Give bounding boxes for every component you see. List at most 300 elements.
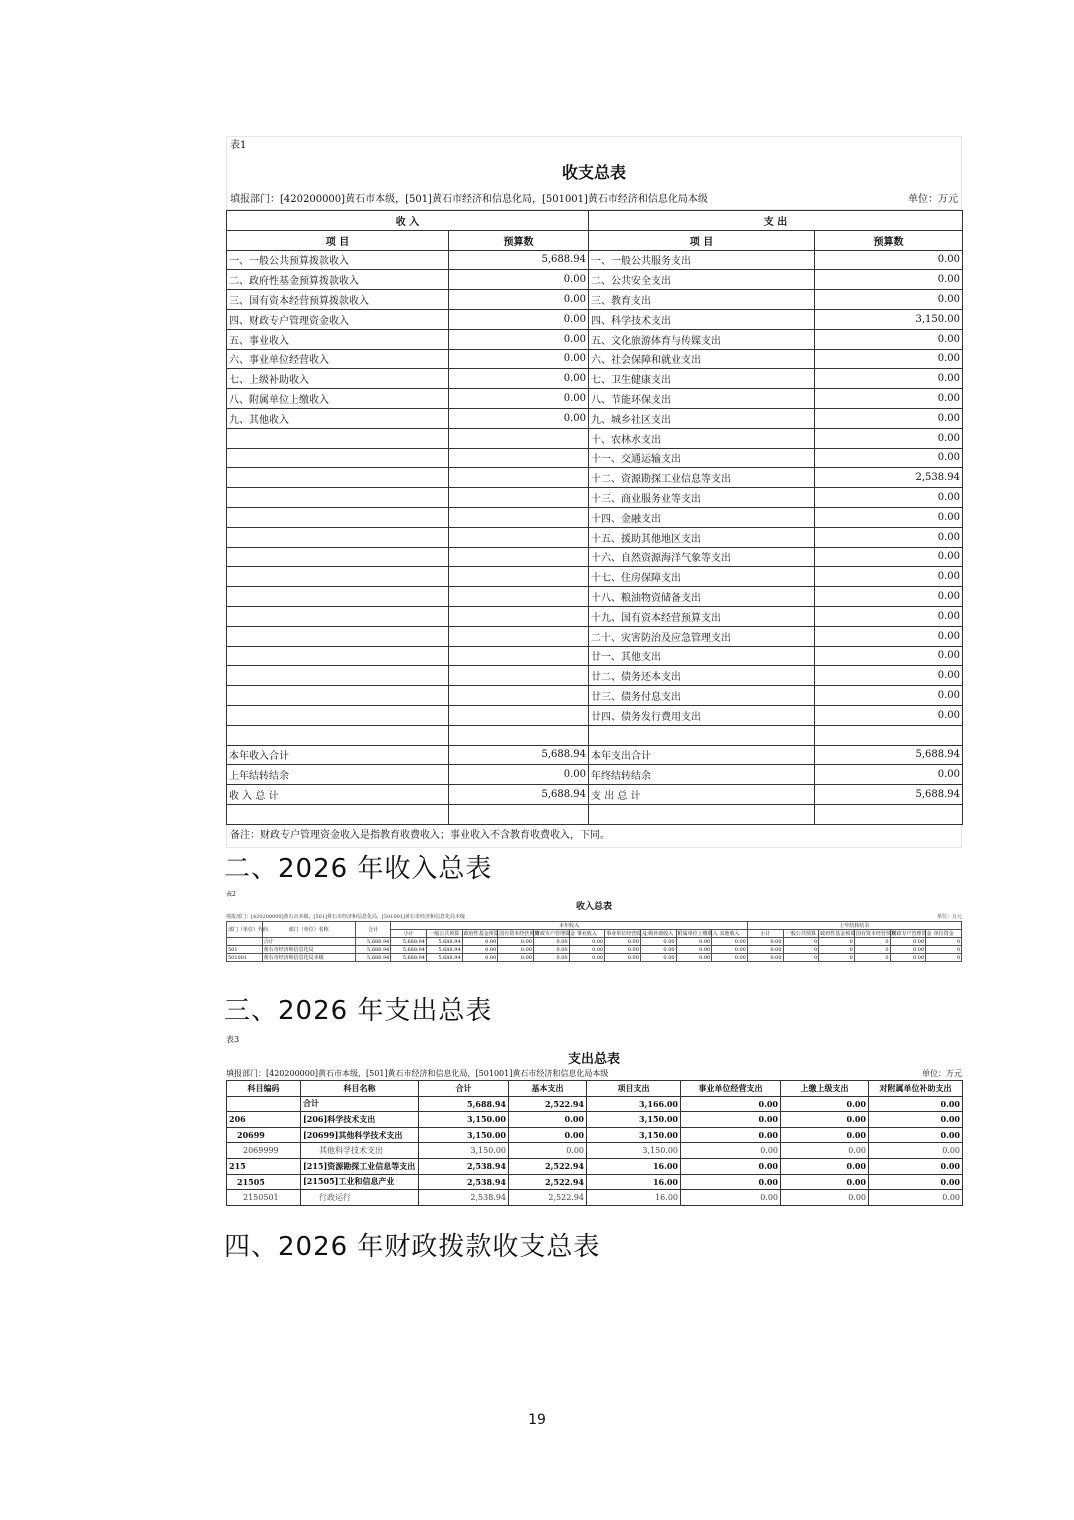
income-item: 四、财政专户管理资金收入 bbox=[227, 309, 449, 329]
income-item bbox=[227, 527, 449, 547]
expense-value: 0.00 bbox=[815, 488, 963, 508]
income-value bbox=[449, 527, 589, 547]
page-number: 19 bbox=[528, 1412, 546, 1428]
table-cell: 2,538.94 bbox=[419, 1158, 509, 1174]
table-row bbox=[227, 567, 963, 587]
expense-value: 0.00 bbox=[815, 389, 963, 409]
expense-item: 五、文化旅游体育与传媒支出 bbox=[589, 329, 815, 349]
expense-value: 0.00 bbox=[815, 606, 963, 626]
table-cell: 5,688.94 bbox=[355, 938, 391, 946]
table-row bbox=[227, 547, 963, 567]
table-cell: 0 bbox=[854, 954, 890, 962]
col-header: 小计 bbox=[747, 930, 783, 938]
table-title: 收入总表 bbox=[575, 902, 612, 912]
table-info bbox=[226, 1068, 962, 1080]
table-row bbox=[227, 804, 963, 824]
expense-value: 0.00 bbox=[815, 428, 963, 448]
table-cell: 0.00 bbox=[712, 938, 748, 946]
dept-label: 填报部门：[420200000]黄石市本级，[501]黄石市经济和信息化局，[501001]黄石市经济和信息化局本级 bbox=[226, 1069, 609, 1078]
col-header: 政府性基金预算 bbox=[820, 931, 856, 937]
table-cell: 0.00 bbox=[747, 946, 783, 954]
income-item bbox=[227, 686, 449, 706]
expense-item: 十九、国有资本经营预算支出 bbox=[589, 606, 815, 626]
expense-item: 四、科学技术支出 bbox=[589, 309, 815, 329]
expense-value: 3,150.00 bbox=[815, 309, 963, 329]
income-item bbox=[227, 725, 449, 745]
table-cell: 行政运行 bbox=[301, 1190, 419, 1206]
table-cell: 0.00 bbox=[869, 1127, 963, 1143]
table-cell: 0.00 bbox=[462, 946, 498, 954]
table-cell: 0.00 bbox=[781, 1127, 869, 1143]
table-cell: 0.00 bbox=[747, 954, 783, 962]
expense-value: 0.00 bbox=[815, 329, 963, 349]
income-item: 八、附属单位上缴收入 bbox=[227, 389, 449, 409]
col-header: 小计 bbox=[391, 930, 427, 938]
table-cell: 16.00 bbox=[587, 1158, 681, 1174]
income-value: 0.00 bbox=[449, 369, 589, 389]
table-cell: 0.00 bbox=[681, 1158, 781, 1174]
table-row bbox=[227, 428, 963, 448]
table-cell: 0.00 bbox=[605, 946, 641, 954]
table-cell: 0.00 bbox=[676, 938, 712, 946]
table-cell: 0.00 bbox=[781, 1143, 869, 1159]
table-cell: 5,688.94 bbox=[419, 1096, 509, 1112]
table-info bbox=[226, 191, 962, 210]
table-row bbox=[227, 309, 963, 329]
section-heading-expense: 三、2026 年支出总表 bbox=[224, 996, 493, 1026]
income-value bbox=[449, 686, 589, 706]
section-heading-fiscal: 四、2026 年财政拨款收支总表 bbox=[224, 1232, 601, 1262]
table-cell: 0.00 bbox=[869, 1112, 963, 1128]
table-row bbox=[227, 646, 963, 666]
table-cell: 5,688.94 bbox=[426, 946, 462, 954]
table-row bbox=[227, 765, 963, 785]
table-cell: [215]资源勘探工业信息等支出 bbox=[301, 1158, 419, 1174]
table-cell: 0.00 bbox=[640, 954, 676, 962]
table-row bbox=[227, 488, 963, 508]
table-cell: 0.00 bbox=[640, 938, 676, 946]
income-value: 0.00 bbox=[449, 408, 589, 428]
expense-item: 十六、自然资源海洋气象等支出 bbox=[589, 547, 815, 567]
income-value: 0.00 bbox=[449, 389, 589, 409]
expense-value: 0.00 bbox=[815, 765, 963, 785]
income-item: 二、政府性基金预算拨款收入 bbox=[227, 270, 449, 290]
income-value bbox=[449, 468, 589, 488]
table-cell: 3,150.00 bbox=[587, 1127, 681, 1143]
col-header: 科目名称 bbox=[301, 1081, 419, 1097]
expense-table bbox=[226, 1034, 962, 1206]
expense-value: 0.00 bbox=[815, 646, 963, 666]
table-cell: 2,522.94 bbox=[509, 1096, 587, 1112]
table-cell: 0.00 bbox=[533, 938, 569, 946]
expense-item: 十一、交通运输支出 bbox=[589, 448, 815, 468]
income-value bbox=[449, 488, 589, 508]
table-cell: 0 bbox=[926, 954, 962, 962]
income-item: 七、上级补助收入 bbox=[227, 369, 449, 389]
col-header: 上级补助收入 bbox=[640, 930, 676, 938]
expense-header: 支 出 bbox=[589, 211, 963, 231]
table-cell: 0 bbox=[819, 954, 855, 962]
income-value: 0.00 bbox=[449, 270, 589, 290]
table-cell: 206 bbox=[227, 1112, 301, 1128]
table-cell: 2069999 bbox=[227, 1143, 301, 1159]
expense-value bbox=[815, 804, 963, 824]
table-cell: 5,688.94 bbox=[391, 954, 427, 962]
table-grid bbox=[226, 921, 962, 962]
table-cell: 5,688.94 bbox=[391, 938, 427, 946]
table-cell: 0.00 bbox=[681, 1127, 781, 1143]
table-title: 支出总表 bbox=[567, 1052, 620, 1067]
unit-label: 单位：万元 bbox=[936, 914, 962, 920]
table-cell: 合计 bbox=[262, 938, 355, 946]
table-cell: 0.00 bbox=[869, 1174, 963, 1190]
expense-value: 5,688.94 bbox=[815, 745, 963, 765]
col-total: 合计 bbox=[355, 922, 391, 938]
table-row bbox=[227, 938, 962, 946]
col-header: 一般公共预算 bbox=[426, 930, 462, 938]
table-cell: 0.00 bbox=[676, 954, 712, 962]
table-cell: 0 bbox=[783, 954, 819, 962]
col-header: 事业单位经营收入 bbox=[606, 931, 647, 937]
table-cell: 0.00 bbox=[569, 946, 605, 954]
col-budget: 预算数 bbox=[449, 230, 589, 250]
table-tag: 表2 bbox=[226, 891, 236, 898]
col-header: 其他收入 bbox=[712, 930, 748, 938]
col-header: 科目编码 bbox=[227, 1081, 301, 1097]
table-cell: 21505 bbox=[227, 1174, 301, 1190]
table-cell: 2,522.94 bbox=[509, 1190, 587, 1206]
table-cell: 2,538.94 bbox=[419, 1174, 509, 1190]
expense-item: 廿四、债务发行费用支出 bbox=[589, 705, 815, 725]
table-cell: 其他科学技术支出 bbox=[301, 1143, 419, 1159]
income-value bbox=[449, 626, 589, 646]
table-cell: 0.00 bbox=[781, 1096, 869, 1112]
table-cell: 黄石市经济和信息化局本级 bbox=[262, 954, 355, 962]
income-value: 5,688.94 bbox=[449, 745, 589, 765]
table-cell: 0.00 bbox=[462, 954, 498, 962]
table-row bbox=[227, 666, 963, 686]
expense-item bbox=[589, 725, 815, 745]
table-cell: 0.00 bbox=[781, 1174, 869, 1190]
col-item: 项 目 bbox=[589, 230, 815, 250]
expense-value: 0.00 bbox=[815, 626, 963, 646]
col-header: 事业收入 bbox=[569, 930, 605, 938]
table-cell: 0.00 bbox=[569, 954, 605, 962]
col-header: 附属单位上缴收入 bbox=[677, 931, 718, 937]
expense-item: 六、社会保障和就业支出 bbox=[589, 349, 815, 369]
expense-value: 0.00 bbox=[815, 349, 963, 369]
expense-item: 九、城乡社区支出 bbox=[589, 408, 815, 428]
table-cell: [21505]工业和信息产业 bbox=[301, 1174, 419, 1190]
expense-item: 二、公共安全支出 bbox=[589, 270, 815, 290]
table-cell: 0 bbox=[854, 938, 890, 946]
income-value bbox=[449, 666, 589, 686]
expense-value: 0.00 bbox=[815, 250, 963, 270]
table-cell: 5,688.94 bbox=[391, 946, 427, 954]
income-item bbox=[227, 606, 449, 626]
col-header: 基本支出 bbox=[509, 1081, 587, 1097]
table-row bbox=[227, 250, 963, 270]
expense-value: 0.00 bbox=[815, 408, 963, 428]
col-code: 部门（单位）代码 bbox=[227, 922, 263, 938]
expense-item: 十五、援助其他地区支出 bbox=[589, 527, 815, 547]
col-name: 部门（单位）名称 bbox=[262, 922, 355, 938]
table-cell: 0 bbox=[783, 938, 819, 946]
table-row bbox=[227, 606, 963, 626]
table-cell: 0.00 bbox=[869, 1096, 963, 1112]
income-item: 上年结转结余 bbox=[227, 765, 449, 785]
income-item: 收 入 总 计 bbox=[227, 785, 449, 805]
table-row bbox=[227, 1112, 963, 1128]
table-row bbox=[227, 389, 963, 409]
table-cell: 0 bbox=[819, 946, 855, 954]
income-value bbox=[449, 725, 589, 745]
table-cell bbox=[227, 1096, 301, 1112]
income-value bbox=[449, 804, 589, 824]
table-row bbox=[227, 448, 963, 468]
expense-value: 2,538.94 bbox=[815, 468, 963, 488]
table-cell: 0.00 bbox=[890, 954, 926, 962]
income-item bbox=[227, 587, 449, 607]
table-cell: 0.00 bbox=[869, 1143, 963, 1159]
table-row bbox=[227, 785, 963, 805]
table-cell: 0 bbox=[854, 946, 890, 954]
income-item bbox=[227, 567, 449, 587]
table-cell: 5,688.94 bbox=[355, 946, 391, 954]
table-cell: 2150501 bbox=[227, 1190, 301, 1206]
group-current: 本年收入 bbox=[391, 922, 748, 930]
income-item bbox=[227, 488, 449, 508]
table-cell: 0 bbox=[926, 946, 962, 954]
income-value: 0.00 bbox=[449, 329, 589, 349]
group-prior: 上年结转结余 bbox=[747, 922, 961, 930]
income-value bbox=[449, 448, 589, 468]
table-cell: 0.00 bbox=[533, 946, 569, 954]
income-value bbox=[449, 606, 589, 626]
table-cell: 20699 bbox=[227, 1127, 301, 1143]
expense-item: 十二、资源勘探工业信息等支出 bbox=[589, 468, 815, 488]
table-title: 收支总表 bbox=[226, 155, 962, 191]
expense-value: 0.00 bbox=[815, 587, 963, 607]
expense-value: 0.00 bbox=[815, 527, 963, 547]
table-row bbox=[227, 725, 963, 745]
table-cell: 3,150.00 bbox=[419, 1143, 509, 1159]
col-header: 对附属单位补助支出 bbox=[869, 1081, 963, 1097]
table-row bbox=[227, 626, 963, 646]
table-cell: [206]科学技术支出 bbox=[301, 1112, 419, 1128]
table-cell: 0.00 bbox=[533, 954, 569, 962]
table-cell: 0.00 bbox=[640, 946, 676, 954]
table-row bbox=[227, 745, 963, 765]
table-tag: 表3 bbox=[226, 1035, 240, 1044]
income-value bbox=[449, 547, 589, 567]
expense-value: 0.00 bbox=[815, 448, 963, 468]
income-item: 五、事业收入 bbox=[227, 329, 449, 349]
expense-item: 十七、住房保障支出 bbox=[589, 567, 815, 587]
col-header: 财政专户管理资金 bbox=[891, 931, 932, 937]
table-cell: 3,150.00 bbox=[419, 1127, 509, 1143]
income-item bbox=[227, 468, 449, 488]
expense-value: 0.00 bbox=[815, 507, 963, 527]
table-cell: 0.00 bbox=[676, 946, 712, 954]
table-cell: 5,688.94 bbox=[426, 954, 462, 962]
table-cell: 0.00 bbox=[509, 1112, 587, 1128]
expense-item: 本年支出合计 bbox=[589, 745, 815, 765]
income-item bbox=[227, 626, 449, 646]
table-cell: 0.00 bbox=[681, 1096, 781, 1112]
table-cell: 黄石市经济和信息化局 bbox=[262, 946, 355, 954]
expense-value: 0.00 bbox=[815, 666, 963, 686]
table-cell: 0.00 bbox=[498, 938, 534, 946]
table-cell: [20699]其他科学技术支出 bbox=[301, 1127, 419, 1143]
col-header: 财政专户管理资金 bbox=[534, 931, 575, 937]
expense-item: 十四、金融支出 bbox=[589, 507, 815, 527]
table-cell: 3,150.00 bbox=[419, 1112, 509, 1128]
table-cell: 0 bbox=[783, 946, 819, 954]
income-item: 三、国有资本经营预算拨款收入 bbox=[227, 290, 449, 310]
income-item bbox=[227, 448, 449, 468]
income-item bbox=[227, 428, 449, 448]
table-note: 备注：财政专户管理资金收入是指教育收费收入；事业收入不含教育收费收入，下同。 bbox=[226, 825, 962, 848]
expense-value: 0.00 bbox=[815, 547, 963, 567]
table-cell: 2,522.94 bbox=[509, 1158, 587, 1174]
income-value bbox=[449, 705, 589, 725]
expense-item: 支 出 总 计 bbox=[589, 785, 815, 805]
unit-label: 单位：万元 bbox=[908, 194, 958, 205]
table-cell: 5,688.94 bbox=[355, 954, 391, 962]
table-cell: 0.00 bbox=[869, 1158, 963, 1174]
expense-item bbox=[589, 804, 815, 824]
table-cell: 0 bbox=[819, 938, 855, 946]
table-cell: 0.00 bbox=[605, 954, 641, 962]
table-row bbox=[227, 954, 962, 962]
unit-label: 单位：万元 bbox=[922, 1069, 962, 1078]
income-value bbox=[449, 428, 589, 448]
table-row bbox=[227, 349, 963, 369]
table-cell: 0.00 bbox=[712, 954, 748, 962]
table-row bbox=[227, 1096, 963, 1112]
table-cell: 16.00 bbox=[587, 1190, 681, 1206]
table-cell: 2,538.94 bbox=[419, 1190, 509, 1206]
expense-item: 七、卫生健康支出 bbox=[589, 369, 815, 389]
income-value bbox=[449, 507, 589, 527]
expense-item: 十三、商业服务业等支出 bbox=[589, 488, 815, 508]
expense-value: 5,688.94 bbox=[815, 785, 963, 805]
income-header: 收 入 bbox=[227, 211, 589, 231]
table-cell: 215 bbox=[227, 1158, 301, 1174]
expense-item: 十、农林水支出 bbox=[589, 428, 815, 448]
table-cell: 0.00 bbox=[890, 938, 926, 946]
income-value bbox=[449, 567, 589, 587]
table-row bbox=[227, 1143, 963, 1159]
expense-value bbox=[815, 725, 963, 745]
table-cell: 0 bbox=[926, 938, 962, 946]
col-header: 事业单位经营支出 bbox=[681, 1081, 781, 1097]
table-cell: 0.00 bbox=[498, 954, 534, 962]
income-value: 0.00 bbox=[449, 349, 589, 369]
table-cell: 3,150.00 bbox=[587, 1112, 681, 1128]
table-info bbox=[226, 913, 962, 921]
table-cell: 0.00 bbox=[712, 946, 748, 954]
dept-label: 填报部门：[420200000]黄石市本级，[501]黄石市经济和信息化局，[501001]黄石市经济和信息化局本级 bbox=[230, 194, 708, 205]
expense-item: 二十、灾害防治及应急管理支出 bbox=[589, 626, 815, 646]
table-cell: 3,166.00 bbox=[587, 1096, 681, 1112]
col-header: 一般公共预算 bbox=[783, 930, 819, 938]
expense-item: 廿三、债务付息支出 bbox=[589, 686, 815, 706]
table-row bbox=[227, 329, 963, 349]
expense-value: 0.00 bbox=[815, 290, 963, 310]
income-item bbox=[227, 804, 449, 824]
table-cell: 0.00 bbox=[509, 1127, 587, 1143]
table-cell: 16.00 bbox=[587, 1174, 681, 1190]
dept-label: 填报部门：[420200000]黄石市本级，[501]黄石市经济和信息化局，[501001]黄石市经济和信息化局本级 bbox=[226, 914, 465, 920]
table-cell bbox=[227, 938, 263, 946]
expense-item: 八、节能环保支出 bbox=[589, 389, 815, 409]
table-row bbox=[227, 1158, 963, 1174]
table-cell: 0.00 bbox=[890, 946, 926, 954]
table-row bbox=[227, 1127, 963, 1143]
income-item: 六、事业单位经营收入 bbox=[227, 349, 449, 369]
expense-value: 0.00 bbox=[815, 705, 963, 725]
col-header: 合计 bbox=[419, 1081, 509, 1097]
col-budget: 预算数 bbox=[815, 230, 963, 250]
table-cell: 501001 bbox=[227, 954, 263, 962]
table-cell: 0.00 bbox=[462, 938, 498, 946]
table-tag: 表1 bbox=[226, 136, 962, 155]
expense-value: 0.00 bbox=[815, 567, 963, 587]
table-cell: 0.00 bbox=[498, 946, 534, 954]
table-cell: 0.00 bbox=[781, 1112, 869, 1128]
table-row bbox=[227, 408, 963, 428]
expense-value: 0.00 bbox=[815, 686, 963, 706]
income-expense-summary-table bbox=[226, 136, 962, 848]
expense-item: 十八、粮油物资储备支出 bbox=[589, 587, 815, 607]
table-cell: 0.00 bbox=[681, 1174, 781, 1190]
table-row bbox=[227, 270, 963, 290]
expense-item: 年终结转结余 bbox=[589, 765, 815, 785]
table-row bbox=[227, 946, 962, 954]
table-grid bbox=[226, 1080, 963, 1206]
table-cell: 5,688.94 bbox=[426, 938, 462, 946]
expense-item: 廿一、其他支出 bbox=[589, 646, 815, 666]
table-cell: 0.00 bbox=[781, 1190, 869, 1206]
table-row bbox=[227, 290, 963, 310]
table-row bbox=[227, 705, 963, 725]
income-value bbox=[449, 646, 589, 666]
income-value: 0.00 bbox=[449, 290, 589, 310]
income-item bbox=[227, 547, 449, 567]
income-value bbox=[449, 587, 589, 607]
table-row bbox=[227, 1174, 963, 1190]
table-cell: 2,522.94 bbox=[509, 1174, 587, 1190]
col-header: 政府性基金预算 bbox=[463, 931, 499, 937]
expense-value: 0.00 bbox=[815, 270, 963, 290]
income-item: 本年收入合计 bbox=[227, 745, 449, 765]
table-cell: 501 bbox=[227, 946, 263, 954]
col-header: 上缴上级支出 bbox=[781, 1081, 869, 1097]
table-row bbox=[227, 507, 963, 527]
income-value: 5,688.94 bbox=[449, 250, 589, 270]
section-heading-income: 二、2026 年收入总表 bbox=[224, 854, 493, 884]
table-cell: 0.00 bbox=[681, 1143, 781, 1159]
income-value: 0.00 bbox=[449, 309, 589, 329]
col-header: 项目支出 bbox=[587, 1081, 681, 1097]
income-table bbox=[226, 889, 962, 962]
expense-item: 三、教育支出 bbox=[589, 290, 815, 310]
col-header: 国有资本经营预算 bbox=[499, 931, 540, 937]
table-cell: 0.00 bbox=[681, 1190, 781, 1206]
table-cell: 0.00 bbox=[605, 938, 641, 946]
